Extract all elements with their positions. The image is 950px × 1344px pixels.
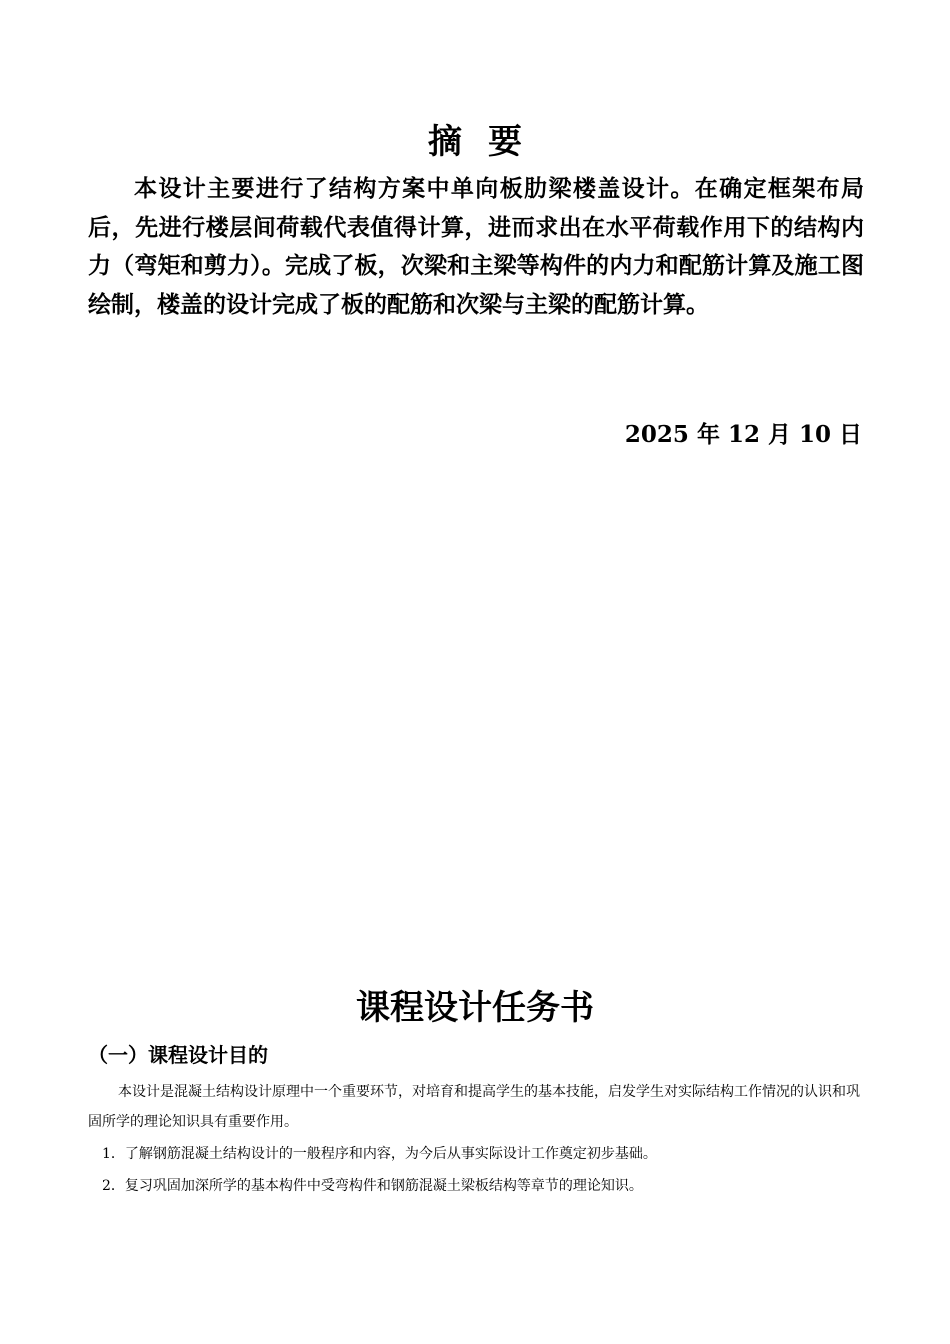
task-book-title: 课程设计任务书 bbox=[356, 988, 594, 1028]
section-heading-purpose: （一）课程设计目的 bbox=[88, 1043, 268, 1067]
abstract-title: 摘要 bbox=[428, 122, 548, 162]
purpose-paragraph: 本设计是混凝土结构设计原理中一个重要环节，对培育和提高学生的基本技能，启发学生对实际结构工作情况的认识和巩固所学的理论知识具有重要作用。 bbox=[88, 1084, 860, 1130]
list-item: 1．了解钢筋混凝土结构设计的一般程序和内容，为今后从事实际设计工作奠定初步基础。 bbox=[102, 1146, 657, 1162]
abstract-body: 本设计主要进行了结构方案中单向板肋梁楼盖设计。在确定框架布局后，先进行楼层间荷载代表值得计算，进而求出在水平荷载作用下的结构内力（弯矩和剪力）。完成了板，次梁和主梁等构件的内力和配筋计算及施工图绘制，楼盖的设计完成了板的配筋和次梁与主梁的配筋计算。 bbox=[88, 175, 864, 318]
abstract-date: 2025 年 12 月 10 日 bbox=[624, 421, 862, 448]
list-item: 2．复习巩固加深所学的基本构件中受弯构件和钢筋混凝土梁板结构等章节的理论知识。 bbox=[102, 1178, 643, 1194]
